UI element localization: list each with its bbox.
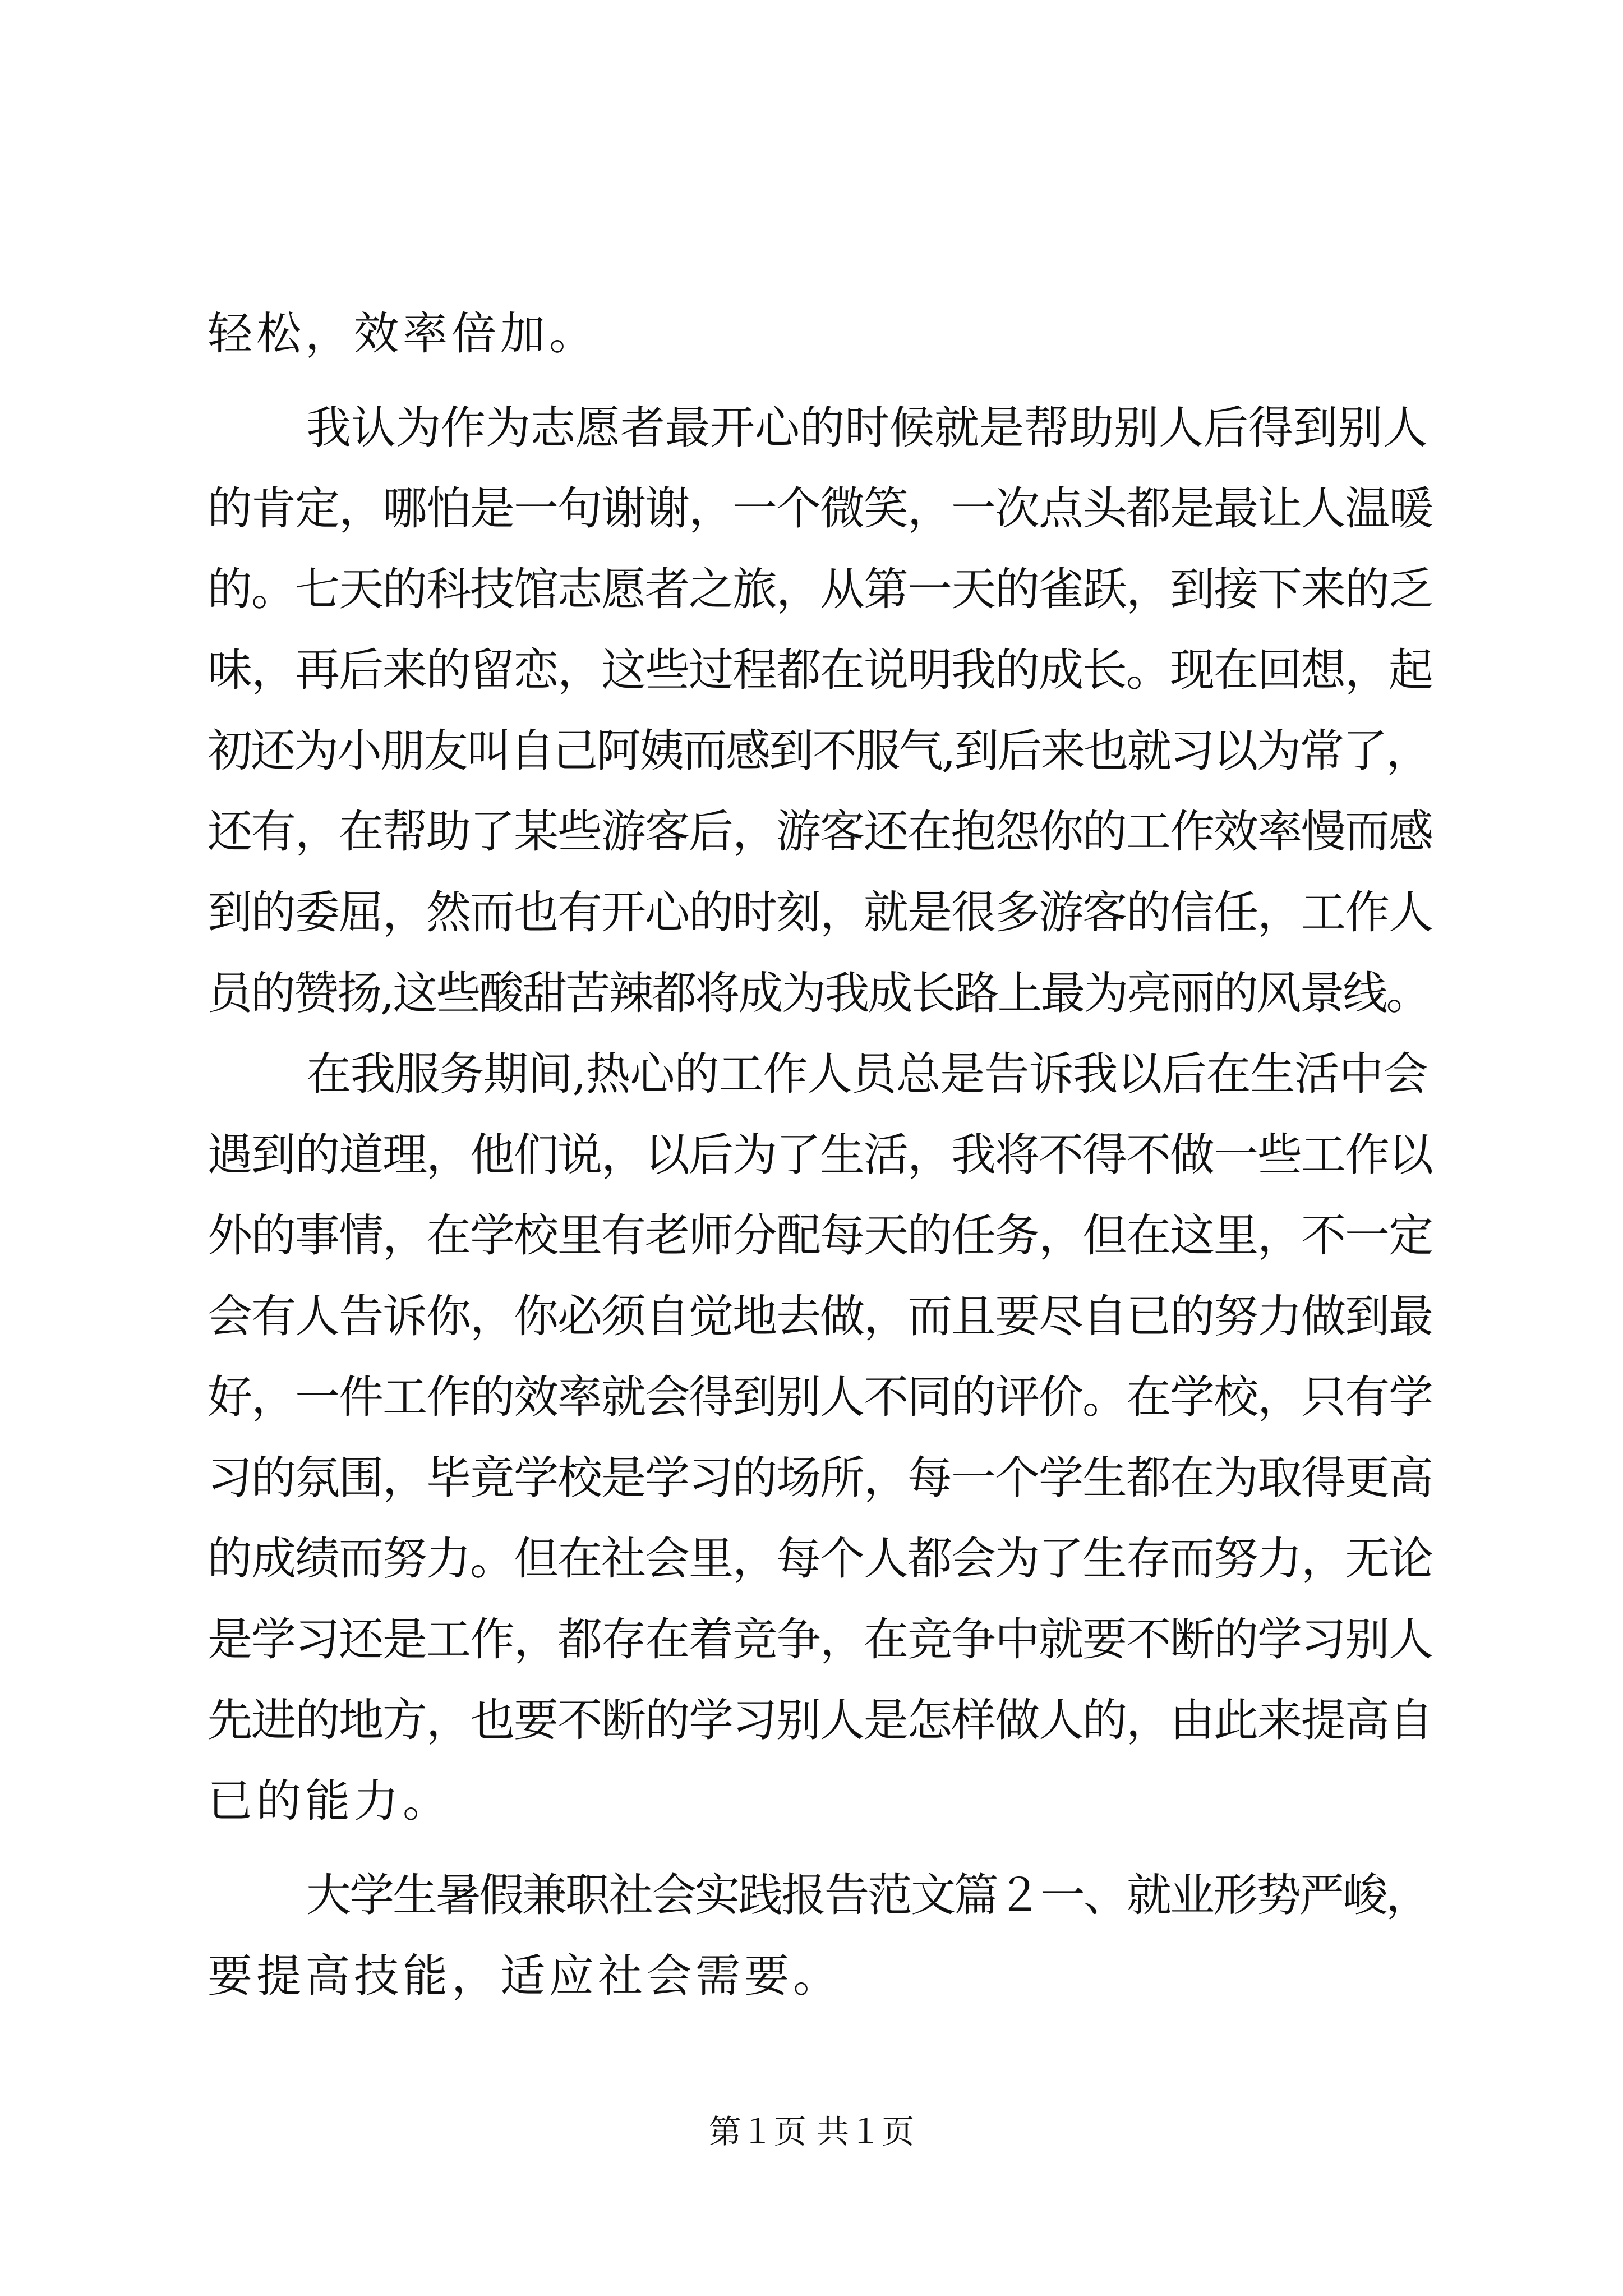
text-line: 到的委屈，然而也有开心的时刻，就是很多游客的信任，工作人 (208, 886, 1432, 938)
text-line: 要提高技能，适应社会需要。 (208, 1950, 842, 2002)
text-line: 是学习还是工作，都存在着竞争，在竞争中就要不断的学习别人 (208, 1613, 1432, 1665)
text-line: 的。七天的科技馆志愿者之旅，从第一天的雀跃，到接下来的乏 (208, 563, 1432, 615)
text-line: 还有，在帮助了某些游客后，游客还在抱怨你的工作效率慢而感 (208, 806, 1432, 858)
text-line: 味，再后来的留恋，这些过程都在说明我的成长。现在回想，起 (208, 644, 1432, 696)
text-line: 会有人告诉你，你必须自觉地去做，而且要尽自已的努力做到最 (208, 1290, 1432, 1342)
text-line: 的肯定，哪怕是一句谢谢，一个微笑，一次点头都是最让人温暖 (208, 482, 1432, 535)
page-number-footer: 第１页 共１页 (708, 2113, 915, 2151)
text-line: 的成绩而努力。但在社会里，每个人都会为了生存而努力，无论 (208, 1533, 1432, 1585)
paragraph-first-line: 大学生暑假兼职社会实践报告范文篇２一、就业形势严峻， (306, 1869, 1429, 1921)
text-line: 习的氛围，毕竟学校是学习的场所，每一个学生都在为取得更高 (208, 1452, 1432, 1504)
paragraph-first-line: 在我服务期间,热心的工作人员总是告诉我以后在生活中会 (306, 1048, 1428, 1100)
text-line: 先进的地方，也要不断的学习别人是怎样做人的，由此来提高自 (208, 1694, 1432, 1746)
text-line: 已的能力。 (208, 1775, 451, 1827)
text-line: 员的赞扬,这些酸甜苦辣都将成为我成长路上最为亮丽的风景线。 (208, 967, 1430, 1019)
text-line: 初还为小朋友叫自己阿姨而感到不服气,到后来也就习以为常了， (208, 725, 1430, 777)
text-line: 轻松，效率倍加。 (208, 307, 598, 360)
text-line: 遇到的道理，他们说，以后为了生活，我将不得不做一些工作以 (208, 1129, 1432, 1181)
paragraph-first-line: 我认为作为志愿者最开心的时候就是帮助别人后得到别人 (306, 402, 1428, 454)
text-line: 外的事情，在学校里有老师分配每天的任务，但在这里，不一定 (208, 1209, 1432, 1262)
text-line: 好，一件工作的效率就会得到别人不同的评价。在学校，只有学 (208, 1371, 1432, 1423)
